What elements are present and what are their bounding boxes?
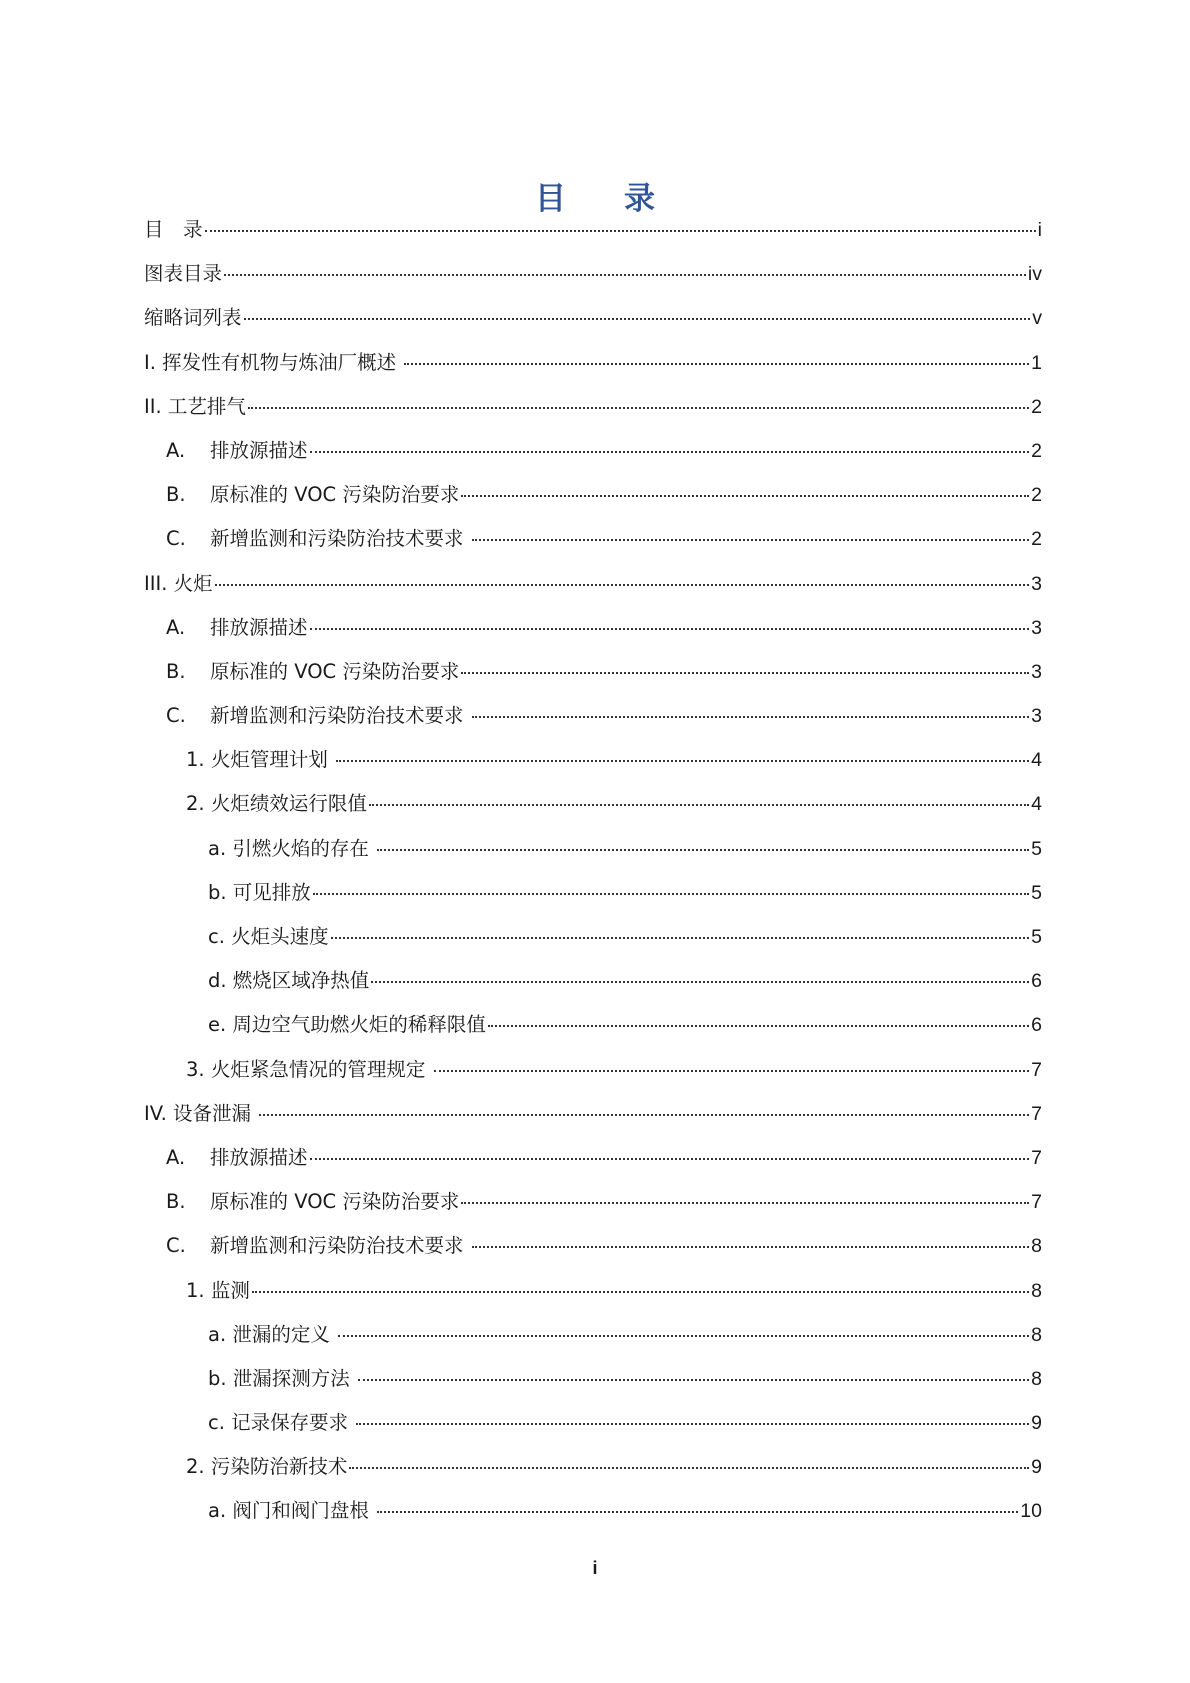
toc-entry-page-number[interactable]: 4 <box>1031 793 1042 816</box>
dot-leader <box>404 363 1029 365</box>
toc-entry[interactable] <box>144 296 1042 340</box>
toc-entry-number: 3. <box>186 1057 211 1081</box>
dot-leader <box>461 672 1029 674</box>
toc-entry-number: c. <box>208 925 232 948</box>
toc-entry-label[interactable]: 火炬管理计划 <box>210 748 335 772</box>
dot-leader <box>356 1423 1029 1425</box>
toc-entry-page-number[interactable]: 7 <box>1031 1058 1042 1081</box>
toc-entry-number: 2. <box>186 1455 211 1479</box>
toc-entry-number: C. <box>166 1234 186 1258</box>
toc-entry-number: C. <box>166 527 186 551</box>
toc-entry-label[interactable]: 可见排放 <box>232 880 311 904</box>
toc-entry-label[interactable]: 新增监测和污染防治技术要求 <box>210 1234 470 1258</box>
dot-leader <box>248 407 1029 409</box>
toc-entry[interactable] <box>144 606 1042 650</box>
dot-leader <box>472 1246 1029 1248</box>
toc-entry-number: b. <box>208 880 233 904</box>
toc-entry[interactable] <box>144 1401 1042 1445</box>
toc-entry-label[interactable]: 缩略词列表 <box>144 306 242 330</box>
toc-entry-label[interactable]: 原标准的 VOC 污染防治要求 <box>210 659 460 683</box>
dot-leader <box>252 1291 1029 1293</box>
toc-entry-number: 1. <box>186 1278 211 1302</box>
dot-leader <box>434 1070 1030 1072</box>
toc-heading-char-1: 目 <box>535 180 566 217</box>
dot-leader <box>215 584 1029 586</box>
toc-entry-page-number[interactable]: 8 <box>1031 1235 1042 1258</box>
toc-entry[interactable] <box>144 782 1042 826</box>
toc-entry-label[interactable]: 火炬绩效运行限值 <box>210 792 367 816</box>
toc-entry-number: e. <box>208 1013 233 1037</box>
toc-entry-number: B. <box>166 659 186 683</box>
dot-leader <box>371 981 1029 983</box>
toc-entry-label[interactable]: 引燃火焰的存在 <box>232 836 376 860</box>
dot-leader <box>205 230 1036 232</box>
toc-entry-page-number[interactable]: 4 <box>1031 749 1042 772</box>
toc-entry-page-number[interactable]: 3 <box>1031 572 1042 595</box>
toc-entry[interactable] <box>144 694 1042 738</box>
toc-entry-number: A. <box>166 438 186 462</box>
toc-entry-page-number[interactable]: 2 <box>1031 484 1042 507</box>
toc-entry[interactable] <box>144 1224 1042 1268</box>
toc-entry-page-number[interactable]: 5 <box>1031 881 1042 904</box>
dot-leader <box>310 451 1030 453</box>
toc-entry-page-number[interactable]: 3 <box>1031 616 1042 639</box>
dot-leader <box>338 1335 1029 1337</box>
toc-entry[interactable] <box>144 1269 1042 1313</box>
toc-entry-number: d. <box>208 969 233 993</box>
toc-entry-page-number[interactable]: 8 <box>1031 1323 1042 1346</box>
toc-entry-label[interactable]: 新增监测和污染防治技术要求 <box>210 527 470 551</box>
toc-entry-page-number[interactable]: 6 <box>1031 1014 1042 1037</box>
toc-entry-label[interactable]: 燃烧区域净热值 <box>232 969 370 993</box>
dot-leader <box>310 1158 1030 1160</box>
dot-leader <box>488 1025 1029 1027</box>
toc-entry-number: c. <box>208 1411 232 1435</box>
toc-entry-label[interactable]: 监测 <box>210 1278 250 1302</box>
toc-entry-page-number[interactable]: 2 <box>1031 439 1042 462</box>
toc-entry-number: B. <box>166 483 186 507</box>
toc-entry-page-number[interactable]: 5 <box>1031 926 1042 948</box>
toc-entry-number: B. <box>166 1190 186 1214</box>
toc-entry-label[interactable]: 阀门和阀门盘根 <box>232 1499 376 1523</box>
toc-entry-label[interactable]: 目 录 <box>144 218 203 241</box>
toc-entry[interactable] <box>144 1048 1042 1092</box>
toc-entry[interactable] <box>144 517 1042 561</box>
toc-entry-page-number[interactable]: 3 <box>1031 660 1042 683</box>
toc-entry-label[interactable]: 泄漏的定义 <box>232 1322 337 1346</box>
toc-entry[interactable] <box>144 385 1042 429</box>
toc-entry-label[interactable]: 记录保存要求 <box>231 1411 355 1435</box>
dot-leader <box>358 1379 1029 1381</box>
toc-entry-label[interactable]: 原标准的 VOC 污染防治要求 <box>210 483 460 507</box>
toc-entry-number: A. <box>166 1145 186 1169</box>
toc-entry-label[interactable]: 周边空气助燃火炬的稀释限值 <box>232 1013 486 1037</box>
toc-entry[interactable] <box>144 650 1042 694</box>
dot-leader <box>461 495 1029 497</box>
toc-entry-page-number[interactable]: 1 <box>1031 351 1042 374</box>
toc-entry-page-number[interactable]: 2 <box>1031 395 1042 418</box>
toc-entry-label[interactable]: 火炬 <box>173 571 213 595</box>
toc-entry[interactable] <box>144 1489 1042 1533</box>
toc-entry-page-number[interactable]: 9 <box>1031 1456 1042 1479</box>
toc-entry-number: a. <box>208 836 233 860</box>
toc-entry-label[interactable]: 新增监测和污染防治技术要求 <box>210 704 470 728</box>
toc-entry-label[interactable]: 火炬头速度 <box>231 925 329 948</box>
footer-page-number: i <box>592 1558 598 1578</box>
toc-entry-page-number[interactable]: 10 <box>1020 1500 1042 1523</box>
dot-leader <box>349 1467 1029 1469</box>
dot-leader <box>244 318 1031 320</box>
toc-entry-number: b. <box>208 1366 233 1390</box>
toc-entry-label[interactable]: 原标准的 VOC 污染防治要求 <box>210 1190 460 1214</box>
toc-entry-page-number[interactable]: 3 <box>1031 705 1042 728</box>
toc-entry-label[interactable]: 排放源描述 <box>210 615 308 639</box>
toc-entry[interactable] <box>144 1003 1042 1047</box>
toc-entry-page-number[interactable]: 7 <box>1031 1146 1042 1169</box>
table-of-contents <box>144 208 1042 1534</box>
toc-entry-page-number[interactable]: 9 <box>1031 1412 1042 1435</box>
toc-entry[interactable] <box>144 429 1042 473</box>
dot-leader <box>336 760 1029 762</box>
toc-entry-label[interactable]: 火炬紧急情况的管理规定 <box>210 1057 432 1081</box>
toc-entry[interactable] <box>144 1136 1042 1180</box>
toc-entry[interactable] <box>144 915 1042 959</box>
toc-entry[interactable] <box>144 827 1042 871</box>
toc-entry-page-number[interactable]: 8 <box>1031 1279 1042 1302</box>
dot-leader <box>472 716 1029 718</box>
toc-entry[interactable] <box>144 1180 1042 1224</box>
toc-entry-number: a. <box>208 1499 233 1523</box>
toc-entry-label[interactable]: 泄漏探测方法 <box>232 1366 356 1390</box>
dot-leader <box>461 1202 1029 1204</box>
toc-heading-char-2: 录 <box>624 180 655 217</box>
toc-entry-number: III. <box>144 571 174 595</box>
dot-leader <box>331 937 1030 939</box>
toc-entry-number: A. <box>166 615 186 639</box>
toc-entry-number: 2. <box>186 792 211 816</box>
dot-leader <box>369 804 1029 806</box>
toc-entry-label[interactable]: 图表目录 <box>144 262 223 286</box>
toc-entry-label[interactable]: 排放源描述 <box>210 1145 308 1169</box>
toc-entry-page-number[interactable]: 7 <box>1031 1102 1042 1125</box>
toc-entry-number: IV. <box>144 1101 173 1125</box>
toc-entry-label[interactable]: 排放源描述 <box>210 438 308 462</box>
toc-entry-label[interactable]: 挥发性有机物与炼油厂概述 <box>162 350 403 374</box>
toc-entry[interactable] <box>144 473 1042 517</box>
toc-entry[interactable] <box>144 871 1042 915</box>
dot-leader <box>310 628 1030 630</box>
toc-entry-number: I. <box>144 350 163 374</box>
toc-entry[interactable] <box>144 1357 1042 1401</box>
dot-leader <box>377 1511 1018 1513</box>
dot-leader <box>472 539 1029 541</box>
toc-entry-number: 1. <box>186 748 211 772</box>
toc-entry-label[interactable]: 工艺排气 <box>167 394 246 418</box>
toc-entry-page-number[interactable]: i <box>1037 219 1042 241</box>
toc-entry[interactable] <box>144 341 1042 385</box>
toc-entry[interactable] <box>144 1445 1042 1489</box>
toc-entry-page-number[interactable]: 2 <box>1031 528 1042 551</box>
toc-entry-number: a. <box>208 1322 233 1346</box>
toc-entry-page-number[interactable]: 5 <box>1031 837 1042 860</box>
toc-entry-page-number[interactable]: iv <box>1027 263 1042 286</box>
toc-entry-label[interactable]: 污染防治新技术 <box>210 1455 348 1479</box>
toc-entry[interactable] <box>144 738 1042 782</box>
dot-leader <box>313 893 1029 895</box>
toc-entry-page-number[interactable]: 6 <box>1031 970 1042 993</box>
toc-entry[interactable] <box>144 252 1042 296</box>
toc-entry[interactable] <box>144 562 1042 606</box>
dot-leader <box>259 1114 1029 1116</box>
dot-leader <box>224 274 1026 276</box>
toc-entry-number: II. <box>144 394 168 418</box>
toc-entry-label[interactable]: 设备泄漏 <box>172 1101 258 1125</box>
toc-entry-page-number[interactable]: v <box>1032 307 1042 330</box>
toc-entry[interactable] <box>144 959 1042 1003</box>
toc-entry[interactable] <box>144 208 1042 252</box>
toc-entry[interactable] <box>144 1092 1042 1136</box>
toc-entry-number: C. <box>166 704 186 728</box>
toc-entry[interactable] <box>144 1313 1042 1357</box>
dot-leader <box>377 849 1029 851</box>
toc-entry-page-number[interactable]: 7 <box>1031 1191 1042 1214</box>
toc-entry-page-number[interactable]: 8 <box>1031 1367 1042 1390</box>
